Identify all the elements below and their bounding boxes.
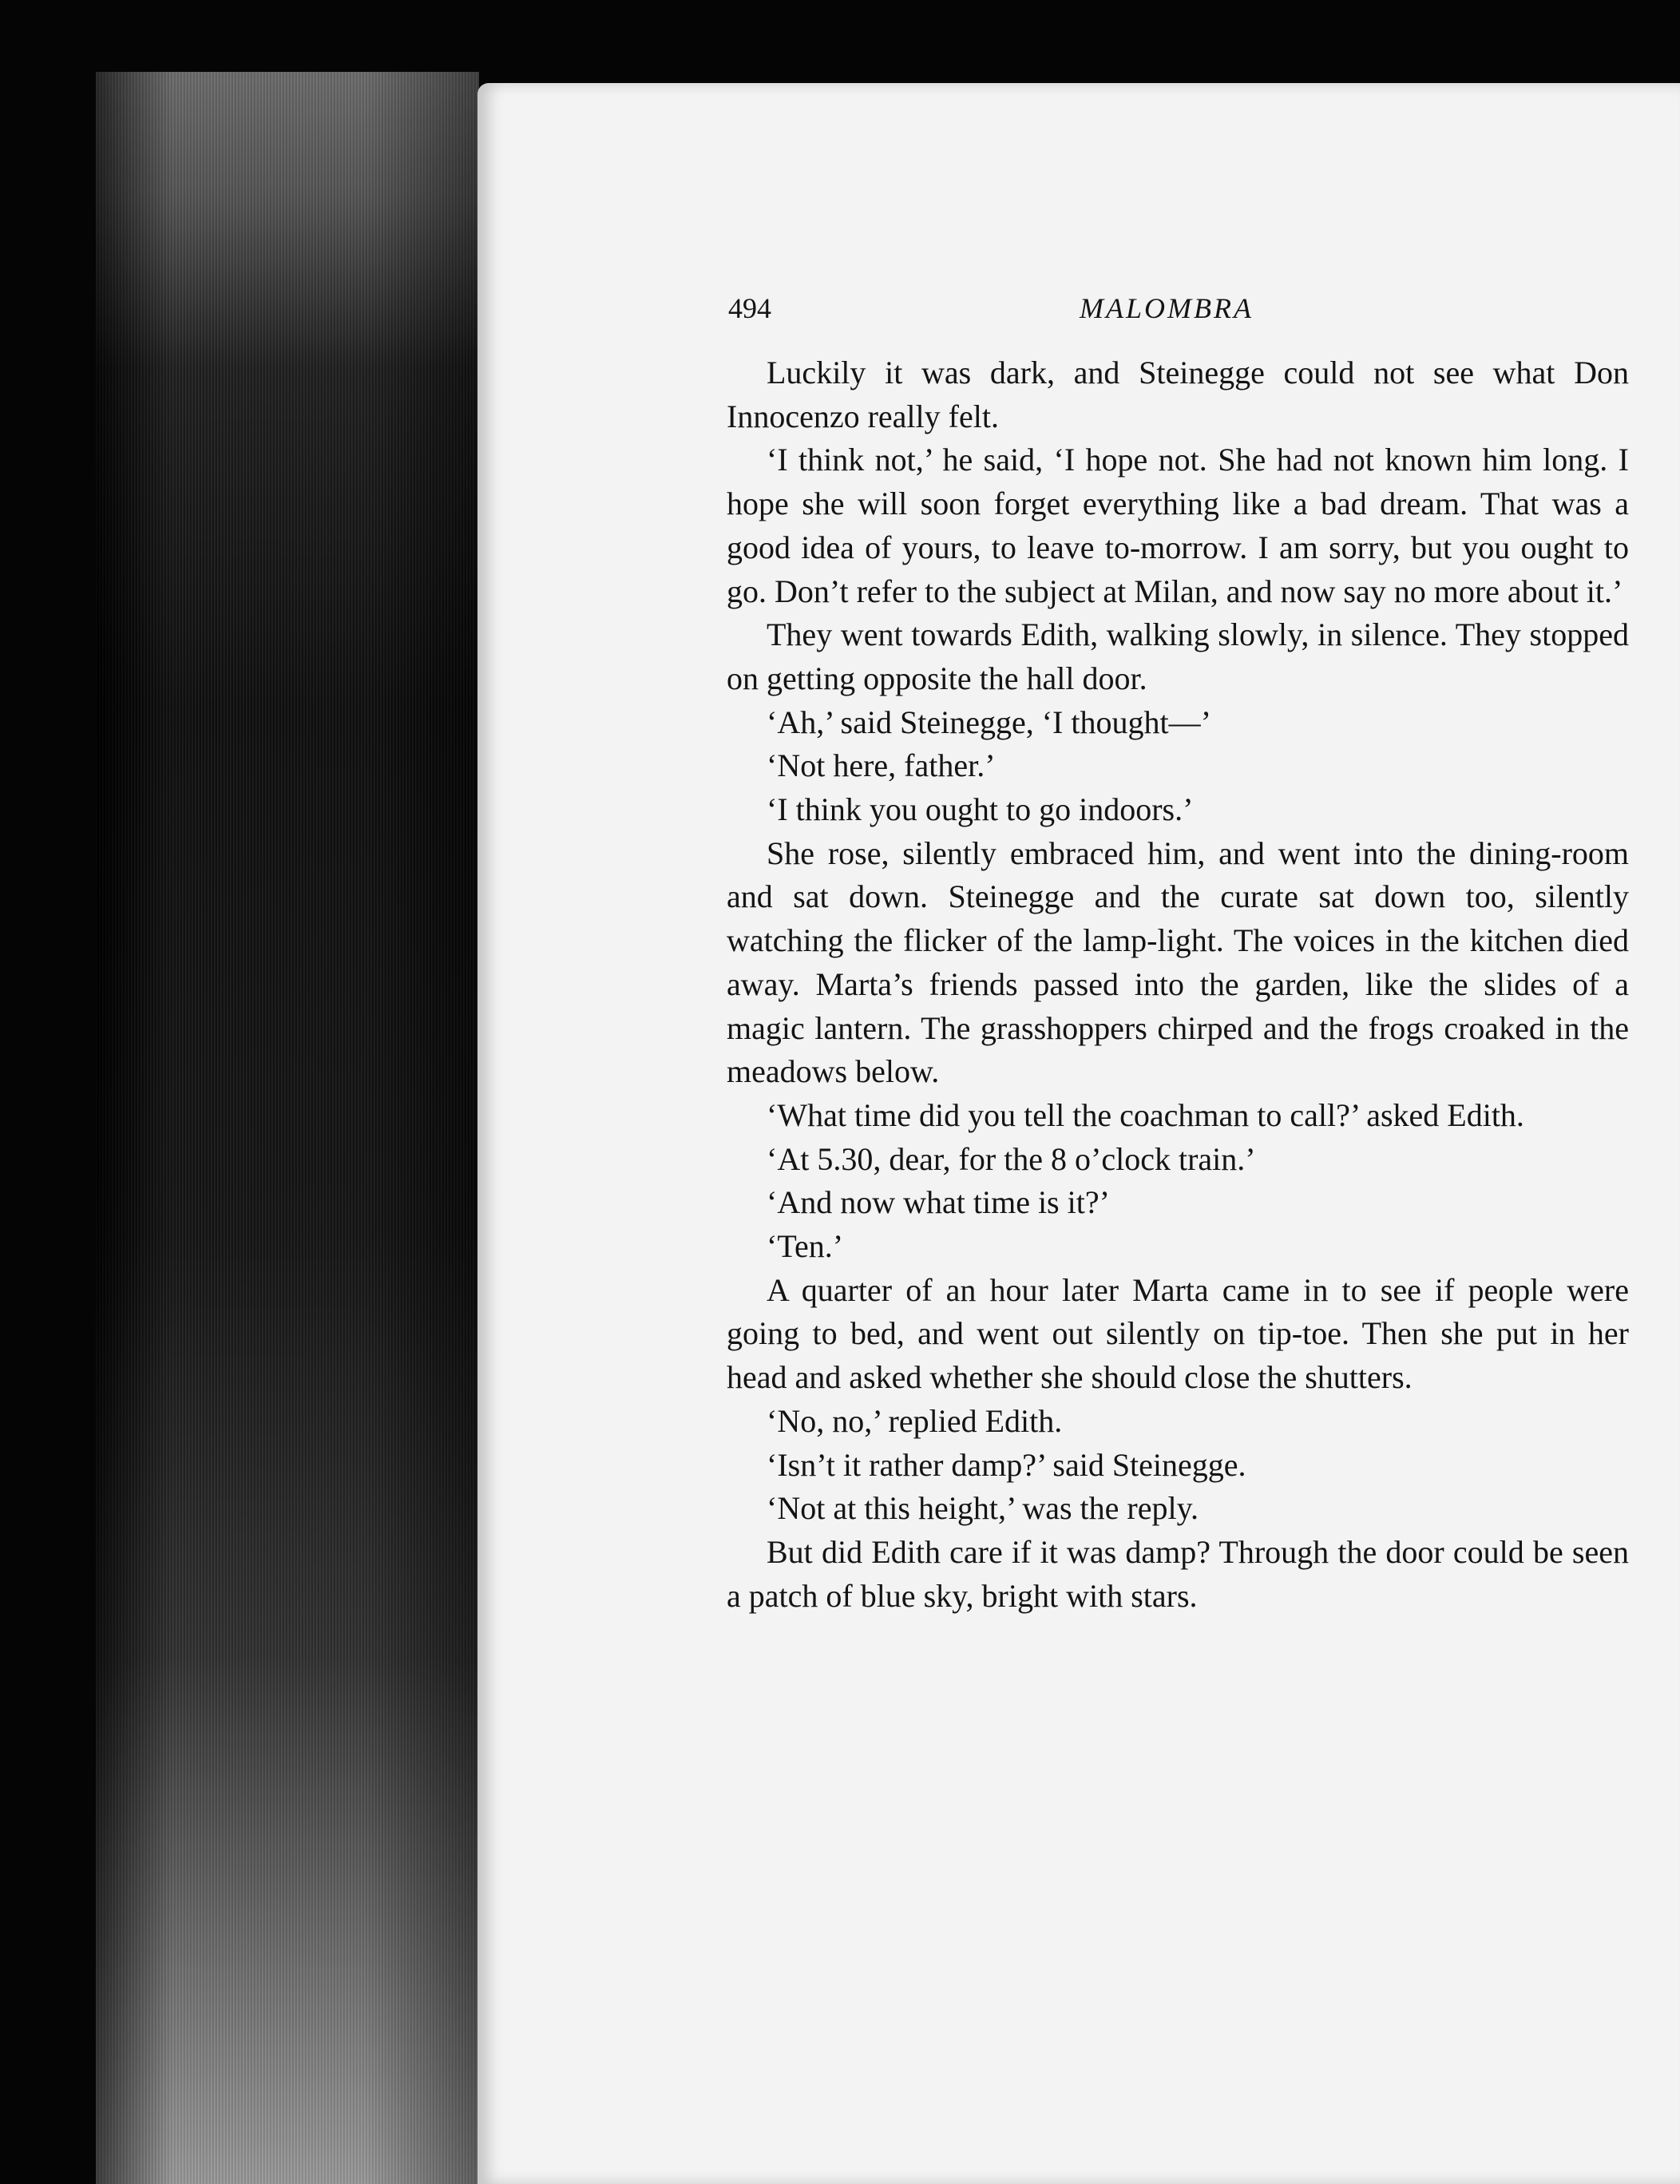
paragraph: ‘At 5.30, dear, for the 8 o’clock train.’ (767, 1140, 1256, 1177)
paragraph: ‘Isn’t it rather damp?’ said Steinegge. (767, 1446, 1246, 1483)
running-head (728, 284, 1623, 332)
book-page-edges (96, 72, 479, 2184)
paragraph: ‘Not here, father.’ (767, 747, 996, 784)
body-text (727, 351, 1629, 1618)
paragraph: ‘Ten.’ (767, 1228, 844, 1265)
paragraph: ‘What time did you tell the coachman to call?’ asked Edith. (767, 1096, 1524, 1133)
paragraph: They went towards Edith, walking slowly, in silence. They stopped on getting opposite the hall door. (727, 616, 1629, 696)
paragraph: ‘No, no,’ replied Edith. (767, 1402, 1063, 1439)
paragraph: ‘I think not,’ he said, ‘I hope not. She had not known him long. I hope she will soon forget everything like a bad dream. That was a good idea of yours, to leave to-morrow. I am sorry, but you ought to go. Don’t refer to the subject at Milan, and now say no more about it.’ (727, 442, 1629, 609)
paragraph: ‘Ah,’ said Steinegge, ‘I thought—’ (767, 704, 1211, 740)
paragraph: ‘Not at this height,’ was the reply. (767, 1490, 1199, 1527)
paragraph: Luckily it was dark, and Steinegge could not see what Don Innocenzo really felt. (727, 355, 1629, 434)
paragraph: She rose, silently embraced him, and went into the dining-room and sat down. Steinegge and the curate sat down too, silently watching the flicker of the lamp-light. The voices in the kitchen died away. Marta’s friends passed into the garden, like the slides of a magic lantern. The grasshoppers chirped and the frogs croaked in the meadows below. (727, 834, 1629, 1090)
book-title: MALOMBRA (1080, 292, 1254, 324)
paragraph: A quarter of an hour later Marta came in to see if people were going to bed, and went out silently on tip-toe. Then she put in her head and asked whether she should close the shutters. (727, 1271, 1629, 1396)
paragraph: But did Edith care if it was damp? Through the door could be seen a patch of blue sky, bright with stars. (727, 1533, 1629, 1614)
page-number: 494 (728, 292, 771, 324)
paragraph: ‘And now what time is it?’ (767, 1184, 1110, 1221)
paragraph: ‘I think you ought to go indoors.’ (767, 791, 1194, 828)
